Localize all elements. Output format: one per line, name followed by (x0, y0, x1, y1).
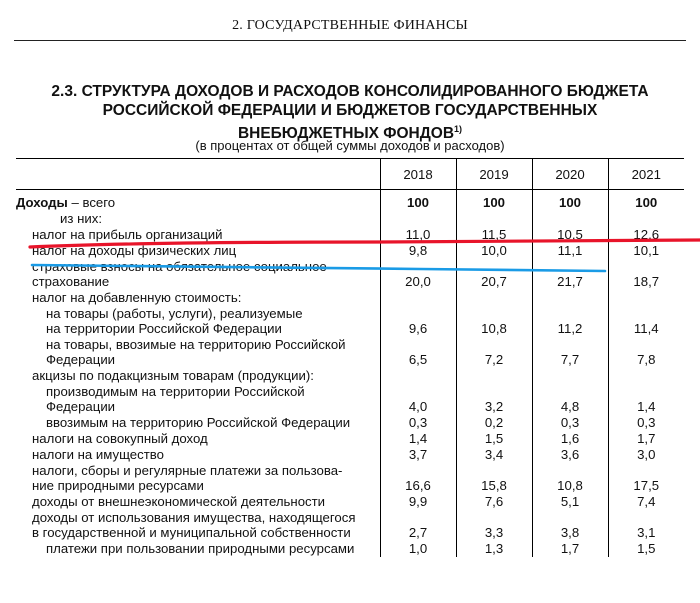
table-row-profit-tax (16, 227, 684, 243)
cell-2019: 1,3 (456, 541, 532, 557)
cell-2018: 1,0 (380, 541, 456, 557)
row-label-line-1: доходы от использования имущества, находящегося (32, 510, 356, 525)
cell-2018 (380, 368, 456, 384)
table-row-vat (16, 290, 684, 306)
table-title-line-2: РОССИЙСКОЙ ФЕДЕРАЦИИ И БЮДЖЕТОВ ГОСУДАРСТВЕННЫХ (102, 102, 598, 119)
cell-2018: 9,9 (380, 494, 456, 510)
chapter-divider (14, 40, 686, 41)
column-header-2018: 2018 (380, 159, 456, 190)
table-row-property-use-revenue (16, 510, 684, 541)
cell-2020: 0,3 (532, 415, 608, 431)
cell-2021: 17,5 (608, 463, 684, 494)
cell-2018: 11,0 (380, 227, 456, 243)
row-label-line-2: ние природными ресурсами (32, 478, 204, 493)
cell-2018: 100 (380, 190, 456, 212)
cell-2018: 9,8 (380, 243, 456, 259)
row-label (16, 306, 380, 337)
row-label (16, 384, 380, 415)
table-row-insurance-contributions (16, 259, 684, 290)
cell-2020: 21,7 (532, 259, 608, 290)
header-label-cell (16, 159, 380, 190)
cell-2020: 1,6 (532, 431, 608, 447)
table-row-vat-imported (16, 337, 684, 368)
table-row-vat-domestic (16, 306, 684, 337)
table-title-line-3-text: ВНЕБЮДЖЕТНЫХ ФОНДОВ (237, 125, 455, 143)
cell-2019: 3,4 (456, 447, 532, 463)
cell-2021: 100 (608, 190, 684, 212)
cell-2021: 1,4 (608, 384, 684, 415)
cell-2020: 11,1 (532, 243, 608, 259)
cell-2018: 1,4 (380, 431, 456, 447)
row-label: налог на доходы физических лиц (32, 243, 237, 258)
row-label-line-1: страховые взносы на обязательное социальное (32, 259, 327, 274)
cell-2021: 7,8 (608, 337, 684, 368)
cell-2021: 11,4 (608, 306, 684, 337)
cell-2019: 15,8 (456, 463, 532, 494)
budget-structure-table (16, 158, 684, 557)
cell-2018 (380, 290, 456, 306)
cell-2019: 10,8 (456, 306, 532, 337)
cell-2021 (608, 290, 684, 306)
table-row-resource-use-payments (16, 541, 684, 557)
row-label-line-1: на товары, ввозимые на территорию Российской (46, 337, 346, 352)
row-label (16, 190, 380, 212)
cell-2018: 0,3 (380, 415, 456, 431)
row-label: ввозимым на территорию Российской Федерации (46, 415, 351, 430)
cell-2021: 1,5 (608, 541, 684, 557)
cell-2019: 3,3 (456, 510, 532, 541)
cell-2018: 16,6 (380, 463, 456, 494)
row-label-line-1: производимым на территории Российской (46, 384, 305, 399)
table-title-line-1: 2.3. СТРУКТУРА ДОХОДОВ И РАСХОДОВ КОНСОЛИДИРОВАННОГО БЮДЖЕТА (51, 83, 649, 100)
cell-2021: 0,3 (608, 415, 684, 431)
cell-2020 (532, 290, 608, 306)
table-row-excises-domestic (16, 384, 684, 415)
cell-2019 (456, 290, 532, 306)
row-label (16, 259, 380, 290)
cell-2018: 4,0 (380, 384, 456, 415)
row-label-line-2: страхование (32, 274, 110, 289)
row-label: из них: (60, 211, 102, 226)
chapter-heading: 2. ГОСУДАРСТВЕННЫЕ ФИНАНСЫ (232, 18, 468, 33)
cell-2018: 2,7 (380, 510, 456, 541)
row-label-line-1: на товары (работы, услуги), реализуемые (46, 306, 303, 321)
cell-2020: 10,5 (532, 227, 608, 243)
row-label (16, 337, 380, 368)
row-label: платежи при пользовании природными ресурсами (46, 541, 355, 556)
cell-2021 (608, 211, 684, 227)
table-row-natural-resources-taxes (16, 463, 684, 494)
cell-2019: 3,2 (456, 384, 532, 415)
table-row-property-tax (16, 447, 684, 463)
cell-2021: 3,1 (608, 510, 684, 541)
cell-2020: 11,2 (532, 306, 608, 337)
row-label-line-2: в государственной и муниципальной собственности (32, 525, 351, 540)
row-label-line-2: Федерации (46, 352, 116, 367)
cell-2021: 1,7 (608, 431, 684, 447)
row-label: налог на прибыль организаций (32, 227, 223, 242)
cell-2020: 4,8 (532, 384, 608, 415)
row-label: налоги на имущество (32, 447, 164, 462)
cell-2020 (532, 211, 608, 227)
row-label-bold: Доходы (16, 195, 68, 210)
cell-2018 (380, 211, 456, 227)
row-label-line-1: налоги, сборы и регулярные платежи за пользова- (32, 463, 343, 478)
cell-2020: 3,8 (532, 510, 608, 541)
cell-2019: 20,7 (456, 259, 532, 290)
cell-2021: 3,0 (608, 447, 684, 463)
row-label: доходы от внешнеэкономической деятельности (32, 494, 326, 509)
cell-2020: 1,7 (532, 541, 608, 557)
cell-2018: 3,7 (380, 447, 456, 463)
cell-2018: 6,5 (380, 337, 456, 368)
footnote-mark: 1) (454, 124, 463, 134)
row-label: акцизы по подакцизным товарам (продукции): (32, 368, 314, 383)
table-header-row (16, 159, 684, 190)
cell-2020: 100 (532, 190, 608, 212)
cell-2018: 20,0 (380, 259, 456, 290)
row-label-line-2: на территории Российской Федерации (46, 321, 282, 336)
cell-2019 (456, 368, 532, 384)
table-title (20, 82, 680, 143)
row-label-rest: – всего (67, 195, 116, 210)
table-row-personal-income-tax (16, 243, 684, 259)
table-row-revenue-total (16, 190, 684, 212)
row-label: налоги на совокупный доход (32, 431, 208, 446)
cell-2019: 1,5 (456, 431, 532, 447)
row-label: налог на добавленную стоимость: (32, 290, 242, 305)
cell-2019: 7,2 (456, 337, 532, 368)
row-label (16, 463, 380, 494)
table-subtitle: (в процентах от общей суммы доходов и расходов) (195, 138, 505, 153)
cell-2019: 10,0 (456, 243, 532, 259)
table-row-aggregate-income-tax (16, 431, 684, 447)
table-row-foreign-trade-revenue (16, 494, 684, 510)
column-header-2020: 2020 (532, 159, 608, 190)
cell-2020: 7,7 (532, 337, 608, 368)
cell-2021: 10,1 (608, 243, 684, 259)
column-header-2019: 2019 (456, 159, 532, 190)
cell-2020 (532, 368, 608, 384)
cell-2018: 9,6 (380, 306, 456, 337)
cell-2021 (608, 368, 684, 384)
cell-2021: 12,6 (608, 227, 684, 243)
row-label (16, 510, 380, 541)
row-label-line-2: Федерации (46, 399, 116, 414)
cell-2021: 18,7 (608, 259, 684, 290)
table-row-of-which (16, 211, 684, 227)
cell-2020: 3,6 (532, 447, 608, 463)
cell-2019: 100 (456, 190, 532, 212)
cell-2019: 0,2 (456, 415, 532, 431)
cell-2019: 11,5 (456, 227, 532, 243)
column-header-2021: 2021 (608, 159, 684, 190)
table-row-excises (16, 368, 684, 384)
cell-2019 (456, 211, 532, 227)
cell-2020: 5,1 (532, 494, 608, 510)
table-row-excises-imported (16, 415, 684, 431)
cell-2021: 7,4 (608, 494, 684, 510)
cell-2019: 7,6 (456, 494, 532, 510)
cell-2020: 10,8 (532, 463, 608, 494)
